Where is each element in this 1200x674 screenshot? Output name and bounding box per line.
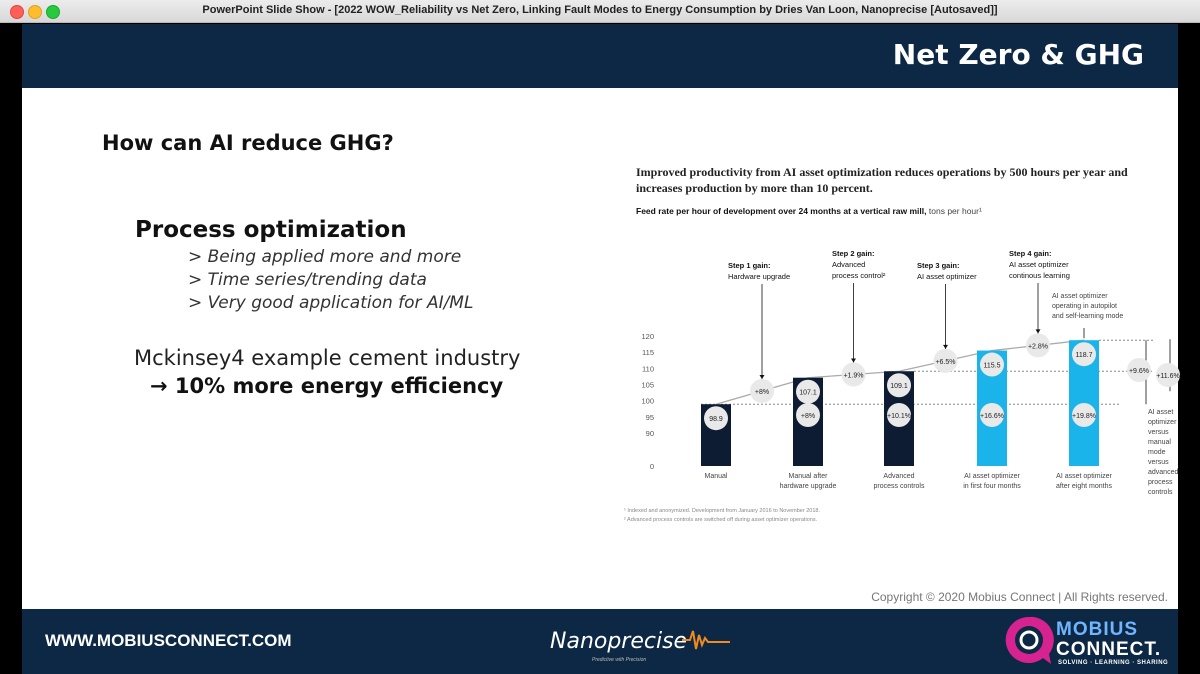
step-gain-label: +1.9% bbox=[843, 372, 864, 380]
mobius-logo-tagline: SOLVING · LEARNING · SHARING bbox=[1058, 660, 1169, 666]
side-note-text: process bbox=[1148, 479, 1173, 486]
step-annotation-text: AI asset optimizer bbox=[1009, 260, 1069, 269]
category-label: in first four months bbox=[963, 483, 1021, 490]
result-line: → 10% more energy efficiency bbox=[150, 374, 504, 398]
bullet-list bbox=[188, 246, 473, 315]
category-label: Manual after bbox=[788, 473, 828, 480]
cumulative-gain-label: +8% bbox=[800, 413, 816, 420]
y-tick-label: 110 bbox=[642, 364, 654, 374]
y-tick-label: 0 bbox=[649, 462, 654, 471]
category-label: process controls bbox=[873, 483, 925, 490]
bullet-item: > Very good application for AI/ML bbox=[188, 293, 474, 313]
chart-svg bbox=[614, 160, 1180, 532]
side-note-text: AI asset bbox=[1148, 409, 1174, 416]
side-note-text: optimizer bbox=[1148, 419, 1177, 426]
slide-title: Net Zero & GHG bbox=[892, 38, 1144, 71]
bar-value-label: 109.1 bbox=[890, 383, 908, 391]
footnote-text: ² Advanced process controls are switched off during asset optimizer operations. bbox=[624, 517, 818, 523]
nanoprecise-logo-text: Nanoprecise bbox=[550, 629, 688, 654]
step-annotation-text: Advanced bbox=[832, 260, 866, 269]
side-note-text: mode bbox=[1148, 449, 1166, 456]
step-gain-label: +8% bbox=[754, 388, 770, 396]
side-note-text: controls bbox=[1148, 489, 1173, 496]
footnote-text: ¹ Indexed and anonymized. Development from January 2016 to November 2018. bbox=[624, 508, 820, 514]
nanoprecise-tagline: Predictive with Precision bbox=[592, 657, 647, 663]
step-gain-label: +2.8% bbox=[1027, 343, 1049, 351]
cumulative-gain-label: +16.6% bbox=[980, 413, 1004, 420]
window-title: PowerPoint Slide Show - [2022 WOW_Reliability vs Net Zero, Linking Fault Modes to Energy Consumption by Dries Van Loon, Nanoprecise [Autosaved]] bbox=[202, 4, 998, 16]
y-tick-label: 100 bbox=[641, 396, 654, 406]
bar-value-label: 98.9 bbox=[709, 416, 723, 424]
section-title: Process optimization bbox=[135, 217, 407, 243]
bullet-item: > Time series/trending data bbox=[188, 270, 427, 290]
y-tick-label: 95 bbox=[645, 412, 654, 422]
category-label: AI asset optimizer bbox=[964, 473, 1020, 480]
bar-value-label: 115.5 bbox=[983, 362, 1001, 370]
mobius-connect-logo-icon bbox=[1002, 613, 1056, 667]
range-label: +9.6% bbox=[1128, 368, 1150, 375]
step-arrowhead bbox=[760, 375, 765, 379]
chart-title: Improved productivity from AI asset optimization reduces operations by 500 hours per year and increases production by more than 10 percent. bbox=[636, 165, 1128, 195]
category-label: Advanced bbox=[883, 473, 915, 480]
nanoprecise-logo bbox=[550, 623, 730, 663]
mobius-logo-line1: MOBIUS bbox=[1056, 619, 1138, 640]
step-arrowhead bbox=[851, 358, 856, 362]
y-tick-label: 115 bbox=[642, 348, 654, 358]
cumulative-gain-label: +10.1% bbox=[887, 413, 911, 420]
category-label: after eight months bbox=[1055, 483, 1113, 490]
side-note-text: manual bbox=[1148, 439, 1171, 446]
bullet-item: > Being applied more and more bbox=[188, 247, 462, 267]
y-tick-label: 105 bbox=[641, 380, 654, 390]
step-annotation-text: Step 2 gain: bbox=[832, 249, 875, 258]
footer-url: WWW.MOBIUSCONNECT.COM bbox=[45, 631, 292, 650]
step-arrowhead bbox=[943, 345, 948, 349]
chart-subtitle-text: Feed rate per hour of development over 24 months at a vertical raw mill, bbox=[636, 206, 927, 216]
category-label: Manual bbox=[704, 473, 728, 480]
y-tick-label: 120 bbox=[641, 332, 654, 341]
cumulative-gain-label: +19.8% bbox=[1072, 413, 1096, 420]
step-annotation-text: AI asset optimizer bbox=[917, 272, 977, 281]
mode-note-text: and self-learning mode bbox=[1052, 313, 1124, 320]
y-tick-label: 90 bbox=[645, 429, 654, 438]
side-note-text: versus bbox=[1148, 429, 1169, 436]
step-arrowhead bbox=[1036, 329, 1041, 333]
side-note-text: advanced bbox=[1148, 469, 1179, 476]
mobius-logo-line2: CONNECT. bbox=[1056, 639, 1162, 660]
waveform-icon bbox=[682, 627, 730, 653]
slide-footer bbox=[22, 609, 1178, 674]
question-heading: How can AI reduce GHG? bbox=[102, 131, 394, 155]
step-annotation-text: Step 4 gain: bbox=[1009, 249, 1052, 258]
slide-header bbox=[22, 24, 1178, 88]
example-line: Mckinsey4 example cement industry bbox=[134, 346, 521, 370]
mode-note-text: AI asset optimizer bbox=[1052, 293, 1108, 300]
category-label: AI asset optimizer bbox=[1056, 473, 1112, 480]
chart-subtitle-unit: tons per hour¹ bbox=[928, 206, 982, 216]
mode-note-text: operating in autopilot bbox=[1052, 303, 1117, 310]
step-annotation-text: continous learning bbox=[1009, 271, 1070, 280]
window-titlebar bbox=[0, 0, 1200, 23]
side-note-text: versus bbox=[1148, 459, 1169, 466]
category-label: hardware upgrade bbox=[779, 483, 837, 490]
bar-value-label: 118.7 bbox=[1075, 352, 1093, 360]
mckinsey-chart bbox=[614, 160, 1180, 532]
step-annotation-text: Hardware upgrade bbox=[728, 272, 791, 281]
slide[interactable] bbox=[22, 24, 1178, 674]
bar-value-label: 107.1 bbox=[799, 389, 817, 397]
range-label: +11.6% bbox=[1156, 373, 1180, 380]
copyright-text: Copyright © 2020 Mobius Connect | All Rights reserved. bbox=[871, 590, 1168, 604]
step-annotation-text: Step 1 gain: bbox=[728, 261, 771, 270]
step-gain-label: +6.5% bbox=[935, 358, 956, 366]
step-annotation-text: process control² bbox=[832, 271, 886, 280]
step-annotation-text: Step 3 gain: bbox=[917, 261, 960, 270]
